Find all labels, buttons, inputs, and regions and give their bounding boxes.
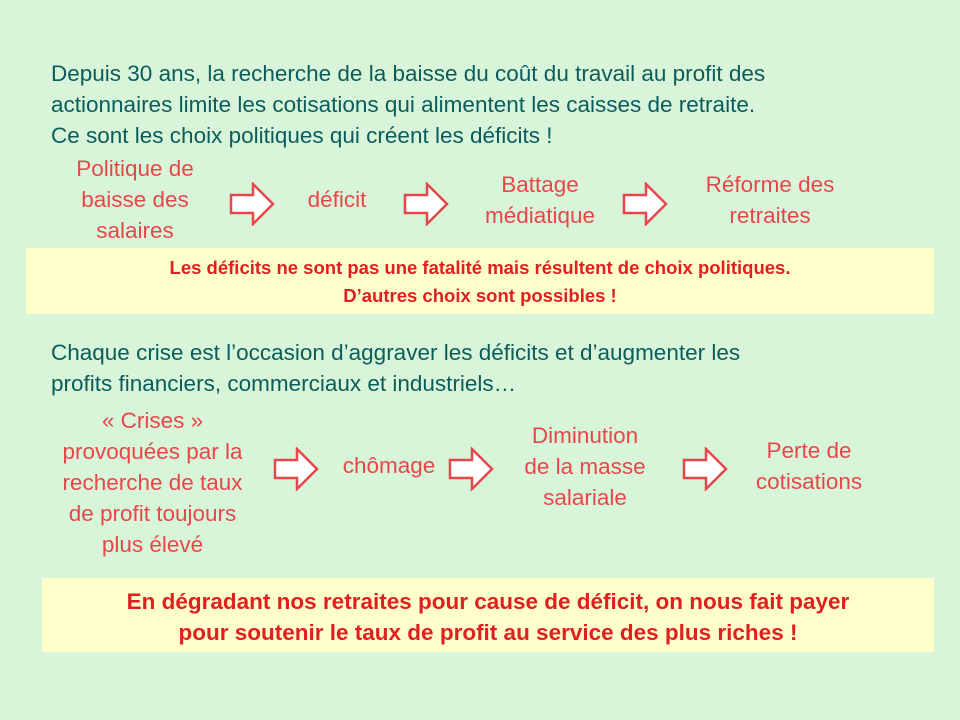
intro-line-3: Ce sont les choix politiques qui créent les déficits ! [51, 123, 553, 148]
flow2-node-unemployment: chômage [342, 453, 436, 478]
conclusion-box-1 [26, 248, 934, 314]
intro-line-2: actionnaires limite les cotisations qui alimentent les caisses de retraite. [51, 92, 756, 117]
flow1-node-wage-policy: Politique de baisse des salaires [76, 156, 194, 243]
flow1-node-pension-reform: Réforme des retraites [705, 172, 835, 228]
flow2-node-payroll-decrease: Diminution de la masse salariale [524, 423, 646, 510]
flow1-node-deficit: déficit [307, 187, 367, 212]
right-arrow-icon [229, 182, 275, 226]
right-arrow-icon [622, 182, 668, 226]
flow2-node-contribution-loss: Perte de cotisations [755, 438, 863, 494]
right-arrow-icon [448, 447, 494, 491]
flow2-node-crises: « Crises » provoquées par la recherche de taux de profit toujours plus élevé [62, 408, 243, 557]
box2-line-1: En dégradant nos retraites pour cause de déficit, on nous fait payer [126, 589, 850, 614]
intro-paragraph [51, 58, 765, 151]
box1-line-2: D’autres choix sont possibles ! [343, 285, 617, 306]
intro-line-1: Depuis 30 ans, la recherche de la baisse du coût du travail au profit des [51, 61, 766, 86]
conclusion-box-2 [42, 578, 934, 652]
crisis-paragraph [51, 337, 740, 399]
right-arrow-icon [273, 447, 319, 491]
right-arrow-icon [682, 447, 728, 491]
crisis-line-1: Chaque crise est l’occasion d’aggraver les déficits et d’augmenter les [51, 340, 741, 365]
box2-line-2: pour soutenir le taux de profit au service des plus riches ! [178, 620, 798, 645]
right-arrow-icon [403, 182, 449, 226]
box1-line-1: Les déficits ne sont pas une fatalité mais résultent de choix politiques. [169, 257, 791, 278]
crisis-line-2: profits financiers, commerciaux et industriels… [51, 371, 517, 396]
flow1-node-media-hype: Battage médiatique [484, 172, 596, 228]
